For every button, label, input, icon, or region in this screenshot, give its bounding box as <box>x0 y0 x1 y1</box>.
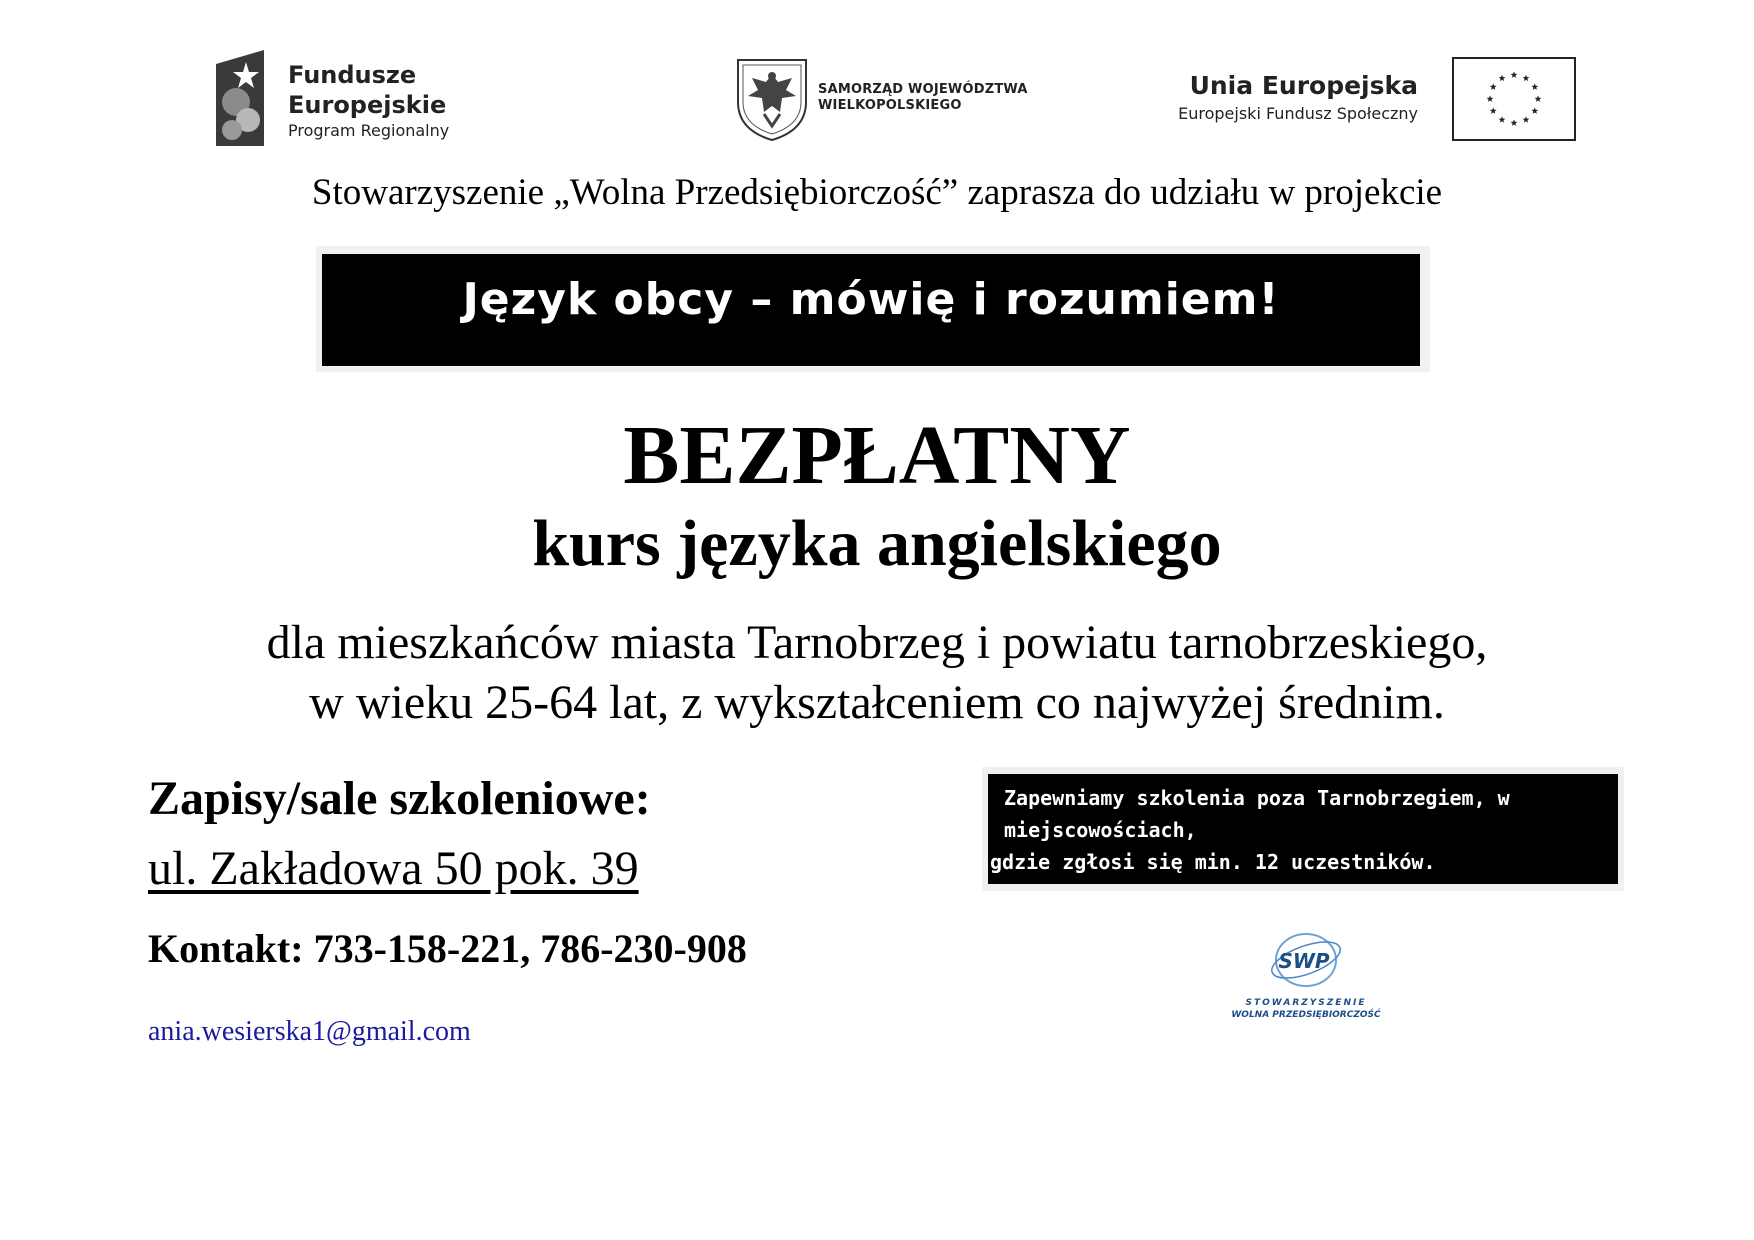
contact-phones: 733-158-221, 786-230-908 <box>303 926 747 971</box>
swp-line1: STOWARZYSZENIE <box>1245 998 1367 1008</box>
eu-star-icon <box>1499 116 1506 123</box>
contact-label: Kontakt: <box>148 926 304 971</box>
info-box-line2: miejscowościach, <box>1004 818 1197 842</box>
swp-emblem-text: SWP <box>1278 949 1330 973</box>
eu-star-icon <box>1487 95 1494 102</box>
subheadline: kurs języka angielskiego <box>532 507 1222 580</box>
headline: BEZPŁATNY <box>623 409 1131 502</box>
eu-flag-icon <box>1452 57 1576 141</box>
samorzad-logo <box>734 56 1054 142</box>
eu-star-icon <box>1490 107 1497 114</box>
eu-star-icon <box>1511 71 1518 78</box>
fundusze-line1: Fundusze <box>288 61 417 89</box>
eu-star-icon <box>1490 83 1497 90</box>
fundusze-line2: Europejskie <box>288 91 447 119</box>
swp-line2: WOLNA PRZEDSIĘBIORCZOŚĆ <box>1231 1010 1381 1020</box>
samorzad-text <box>818 82 1028 114</box>
eu-star-icon <box>1523 116 1530 123</box>
unia-europejska-text <box>1178 70 1418 126</box>
info-box-line1: Zapewniamy szkolenia poza Tarnobrzegiem, w <box>1004 786 1510 810</box>
eu-star-icon <box>1511 119 1518 126</box>
description-line1: dla mieszkańców miasta Tarnobrzeg i powiatu tarnobrzeskiego, <box>266 616 1488 669</box>
info-box-line3: gdzie zgłosi się min. 12 uczestników. <box>990 850 1436 874</box>
eu-star-icon <box>1535 95 1542 102</box>
eu-star-icon <box>1531 107 1538 114</box>
eagle-crest-icon <box>734 56 810 142</box>
eu-star-icon <box>1523 75 1530 82</box>
description-line2: w wieku 25-64 lat, z wykształceniem co najwyżej średnim. <box>309 676 1445 729</box>
swp-logo <box>1226 926 1386 1026</box>
eu-line2: Europejski Fundusz Społeczny <box>1178 104 1418 123</box>
fundusze-line3: Program Regionalny <box>288 121 450 140</box>
swp-emblem-icon <box>1268 926 1344 996</box>
fundusze-europejskie-logo <box>216 50 466 146</box>
contact-line <box>148 924 747 974</box>
registration-label: Zapisy/sale szkoleniowe: <box>148 772 651 825</box>
samorzad-line2: WIELKOPOLSKIEGO <box>818 98 962 113</box>
eu-line1: Unia Europejska <box>1189 71 1418 100</box>
samorzad-line1: SAMORZĄD WOJEWÓDZTWA <box>818 82 1028 97</box>
eu-star-icon <box>1499 75 1506 82</box>
fundusze-europejskie-logo-icon <box>216 50 264 146</box>
project-title: Język obcy – mówię i rozumiem! <box>462 274 1280 325</box>
eu-star-icon <box>1531 83 1538 90</box>
intro-text: Stowarzyszenie „Wolna Przedsiębiorczość” zaprasza do udziału w projekcie <box>311 172 1443 213</box>
email-link[interactable]: ania.wesierska1@gmail.com <box>148 1016 471 1047</box>
fundusze-europejskie-text <box>288 60 449 142</box>
registration-address: ul. Zakładowa 50 pok. 39 <box>148 842 639 895</box>
